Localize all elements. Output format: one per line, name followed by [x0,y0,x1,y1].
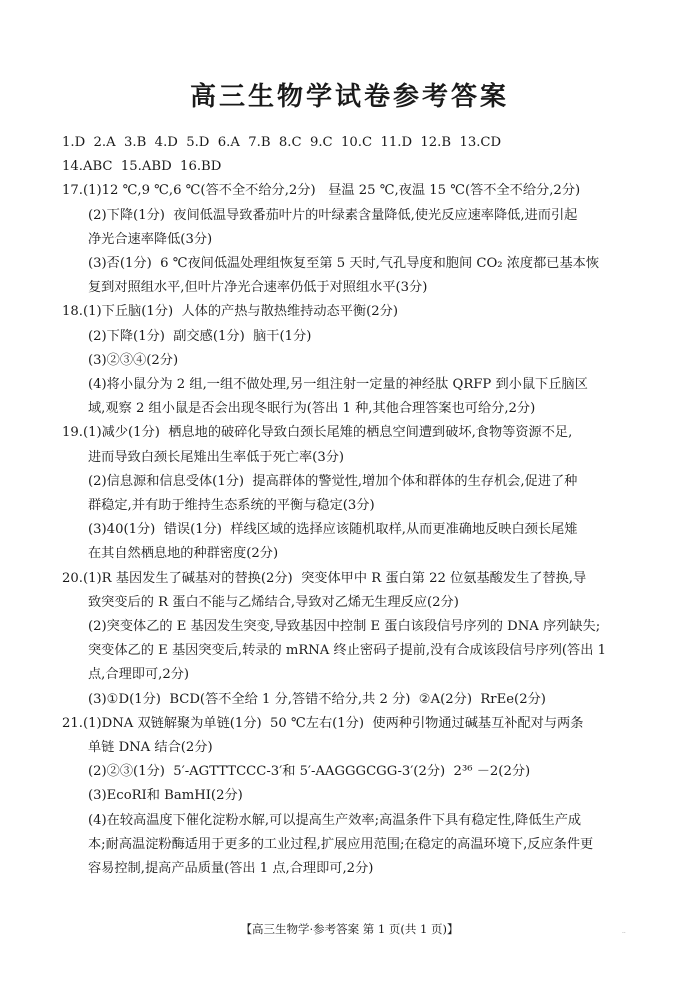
answer-line: (3)否(1分) 6 ℃夜间低温处理组恢复至第 5 天时,气孔导度和胞间 CO₂ 浓度都已基本恢 [88,256,600,272]
answer-line: (3)40(1分) 错误(1分) 样线区域的选择应该随机取样,从而更准确地反映白颈长尾雉 [88,522,578,538]
answer-line: (2)信息源和信息受体(1分) 提高群体的警觉性,增加个体和群体的生存机会,促进了种 [88,473,578,489]
answer-line: 复到对照组水平,但叶片净光合速率仍低于对照组水平(3分) [88,280,428,296]
page-footer: 【高三生物学·参考答案 第 1 页(共 1 页)】 [240,922,459,936]
page-title: 高三生物学试卷参考答案 [189,82,509,112]
answer-line: (4)在较高温度下催化淀粉水解,可以提高生产效率;高温条件下具有稳定性,降低生产成 [88,812,582,828]
answer-line: 20.(1)R 基因发生了碱基对的替换(2分) 突变体甲中 R 蛋白第 22 位氨基酸发生了替换,导 [62,570,587,586]
answer-line: 单链 DNA 结合(2分) [88,740,213,756]
corner-mark: .. [622,928,626,935]
answer-line: 容易控制,提高产品质量(答出 1 点,合理即可,2分) [88,861,374,877]
answer-line: (2)②③(1分) 5′-AGTTTCCC-3′和 5′-AAGGGCGG-3′(2分) 2³⁶ －2(2分) [88,764,531,780]
answer-line: 点,合理即可,2分) [88,667,190,683]
answer-line: 净光合速率降低(3分) [88,231,213,247]
answer-line: 17.(1)12 ℃,9 ℃,6 ℃(答不全不给分,2分) 昼温 25 ℃,夜温 15 ℃(答不全不给分,2分) [62,183,581,199]
answer-line: (4)将小鼠分为 2 组,一组不做处理,另一组注射一定量的神经肽 QRFP 到小鼠下丘脑区 [88,377,588,393]
answer-line: 群稳定,并有助于维持生态系统的平衡与稳定(3分) [88,498,375,514]
answer-content [62,131,646,881]
answer-line: (2)下降(1分) 副交感(1分) 脑干(1分) [88,328,312,344]
answer-line: (3)①D(1分) BCD(答不全给 1 分,答错不给分,共 2 分) ②A(2分) RrEe(2分) [88,691,546,707]
answer-line: (2)突变体乙的 E 基因发生突变,导致基因中控制 E 蛋白该段信号序列的 DNA 序列缺失; [88,619,601,635]
answer-line: 14.ABC 15.ABD 16.BD [62,159,222,175]
answer-line: 21.(1)DNA 双链解聚为单链(1分) 50 ℃左右(1分) 使两种引物通过碱基互补配对与两条 [62,715,584,731]
answer-line: 1.D 2.A 3.B 4.D 5.D 6.A 7.B 8.C 9.C 10.C 11.D 12.B 13.CD [62,135,502,150]
answer-line: (2)下降(1分) 夜间低温导致番茄叶片的叶绿素含量降低,使光反应速率降低,进而引起 [88,207,578,223]
answer-line: 域,观察 2 组小鼠是否会出现冬眠行为(答出 1 种,其他合理答案也可给分,2分) [88,401,536,417]
answer-line: 18.(1)下丘脑(1分) 人体的产热与散热维持动态平衡(2分) [62,304,398,320]
answer-line: (3)②③④(2分) [88,352,179,368]
answer-line: 突变体乙的 E 基因突变后,转录的 mRNA 终止密码子提前,没有合成该段信号序列(答出 1 [88,643,606,659]
answer-line: (3)EcoRⅠ和 BamHⅠ(2分) [88,788,243,804]
answer-line: 本;耐高温淀粉酶适用于更多的工业过程,扩展应用范围;在稳定的高温环境下,反应条件更 [88,836,594,852]
answer-line: 致突变后的 R 蛋白不能与乙烯结合,导致对乙烯无生理反应(2分) [88,594,459,610]
answer-line: 进而导致白颈长尾雉出生率低于死亡率(3分) [88,449,345,465]
answer-line: 在其自然栖息地的种群密度(2分) [88,546,279,562]
answer-line: 19.(1)减少(1分) 栖息地的破碎化导致白颈长尾雉的栖息空间遭到破坏,食物等资源不足, [62,425,573,441]
